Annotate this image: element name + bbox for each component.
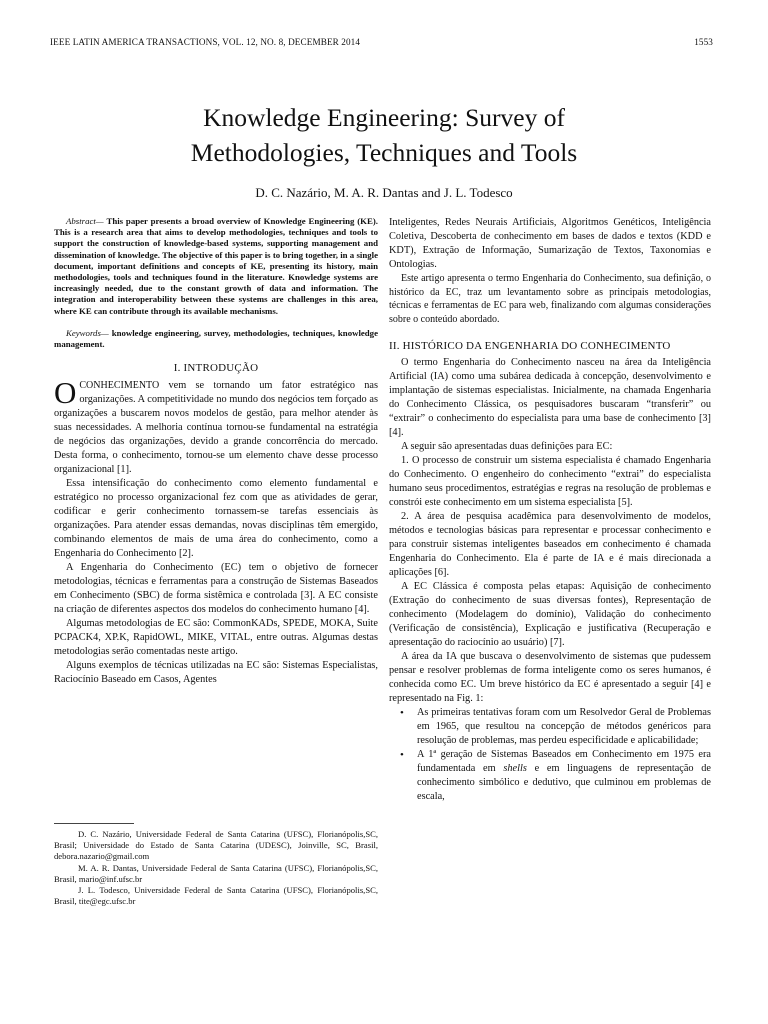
keywords-text: knowledge engineering, survey, methodologies, techniques, knowledge management. <box>54 327 378 350</box>
bullet-2-text-b: e em linguagens de representação de conhecimento simbólico e dedutivo, que culminou em problemas de escala, <box>417 763 712 803</box>
page-number: 1553 <box>694 37 713 47</box>
list-item <box>400 748 712 804</box>
list-item <box>400 706 711 748</box>
intro-paragraph-6: Este artigo apresenta o termo Engenharia do Conhecimento, sua definição, o histórico da EC, traz um levantamento sobre as principais metodologias, técnicas e ferramentas de EC para web, finalizando com algumas considerações sobre o conteúdo abordado. <box>389 273 711 325</box>
keywords-label: Keywords— <box>66 327 109 338</box>
bullet-icon: • <box>400 749 404 762</box>
left-column <box>54 216 378 687</box>
bullet-icon: • <box>400 707 404 720</box>
footnote-2: M. A. R. Dantas, Universidade Federal de Santa Catarina (UFSC), Florianópolis,SC, Brasil, mario@inf.ufsc.br <box>54 862 378 884</box>
intro-paragraph-5-continued: Inteligentes, Redes Neurais Artificiais, Algoritmos Genéticos, Inteligência Coletiva, Descoberta de conhecimento em bases de dados e textos (KDD e KDT), Extração de Informação, Sumarização de Textos, Taxonomias e Ontologias. <box>389 217 711 270</box>
history-paragraph-2: A seguir são apresentadas duas definições para EC: <box>401 441 613 453</box>
bullet-2-text-a: A 1ª geração de Sistemas Baseados em Conhecimento em 1975 era fundamentada em <box>417 749 711 775</box>
intro-paragraph-4: Algumas metodologias de EC são: CommonKADs, SPEDE, MOKA, Suite PCPACK4, XP.K, RapidOWL, MIKE, VITAL, entre outras. Algumas destas metodologias serão comentadas neste artigo. <box>54 618 378 658</box>
intro-paragraph-1 <box>54 375 378 477</box>
journal-name: IEEE LATIN AMERICA TRANSACTIONS, VOL. 12, NO. 8, DECEMBER 2014 <box>50 37 361 47</box>
drop-cap: O <box>54 375 77 411</box>
intro-paragraph-1-text: vem se tornando um fator estratégico nas organizações. A competitividade no mundo dos negócios tem forçado as organizações a buscarem novos modelos de gestão, para melhor atender às suas necessidades. A melhoria contínua tornou-se fundamental na estratégia de negócios das organizações, devido a grande concorrência do mercado. Desta forma, o conhecimento, tornou-se um elemento chave desse processo organizacional [1]. <box>54 380 378 476</box>
keywords <box>54 328 378 350</box>
first-word: CONHECIMENTO <box>79 380 160 392</box>
abstract-text: This paper presents a broad overview of Knowledge Engineering (KE). This is a research area that aims to develop methodologies, techniques and tools to support the construction of knowledge-based systems, supporting management and dissemination of knowledge. The objective of this paper is to bring together, in a single document, important definitions and concepts of KE, presenting its history, main methodologies, tools and techniques found in the literature. Knowledge systems are increasingly needed, due to the constant growth of data and information. The integration and interoperability between these systems are challenges in this area, where KE can contribute through its available mechanisms. <box>54 216 378 316</box>
definition-1: 1. O processo de construir um sistema especialista é chamado Engenharia do Conhecimento. O engenheiro do conhecimento “extrai” do especialista humano seus procedimentos, estratégias e regras na resolução de problemas e constrói este conhecimento em um sistema especialista [5]. <box>389 455 711 509</box>
title-line-2: Methodologies, Techniques and Tools <box>190 138 578 167</box>
paper-title <box>60 100 708 170</box>
intro-paragraph-2: Essa intensificação do conhecimento como elemento fundamental e estratégico no processo organizacional fez com que as atividades de gerar, codificar e gerir conhecimento tornassem-se tarefas essenciais às organizações. Para atender essas demandas, novas disciplinas têm emergido, combinando elementos de mais de uma área do conhecimento, como a Engenharia do Conhecimento [2]. <box>54 478 378 560</box>
intro-paragraph-3: A Engenharia do Conhecimento (EC) tem o objetivo de fornecer metodologias, técnicas e ferramentas para a construção de Sistemas Baseados em Conhecimento (SBC) de forma sistêmica e controlada [3]. A EC consiste na criação de diferentes aspectos dos modelos do conhecimento humano [4]. <box>54 562 378 616</box>
footnote-1: D. C. Nazário, Universidade Federal de Santa Catarina (UFSC), Florianópolis,SC, Brasil; Universidade do Estado de Santa Catarina (UDESC), Joinville, SC, Brasil, debora.nazario@gmail.com <box>54 829 378 862</box>
section-heading-introduction: I. INTRODUÇÃO <box>173 362 259 375</box>
abstract-label: Abstract— <box>66 216 104 226</box>
history-paragraph-3: A EC Clássica é composta pelas etapas: Aquisição de conhecimento (Extração do conhecimento de suas diversas fontes), Representação de conhecimento (Modelagem do domínio), Validação do conhecimento (Verificação de consistência), Explicação e justificativa (Recuperação e apresentação do raciocínio ao usuário) [7]. <box>389 581 711 649</box>
bullet-1-text: As primeiras tentativas foram com um Resolvedor Geral de Problemas em 1965, que resultou na concepção de métodos genéricos para resolução de problemas, mas perdeu especificidade e aplicabilidade; <box>417 707 711 747</box>
history-paragraph-4: A área da IA que buscava o desenvolvimento de sistemas que pudessem pensar e resolver problemas de forma inteligente como os seres humanos, é conhecida como EC. Um breve histórico da EC é apresentado a seguir [4] e representado na Fig. 1: <box>389 651 711 705</box>
running-head <box>50 37 713 51</box>
author-list: D. C. Nazário, M. A. R. Dantas and J. L. Todesco <box>255 185 513 200</box>
section-heading-history: II. HISTÓRICO DA ENGENHARIA DO CONHECIMENTO <box>389 340 671 353</box>
history-paragraph-1: O termo Engenharia do Conhecimento nasceu na área da Inteligência Artificial (IA) como uma subárea dedicada à concepção, desenvolvimento e implantação de sistemas especialistas. Inicialmente, na chamada Engenharia do Conhecimento Clássica, os pesquisadores buscaram “transferir” ou “extrair” o conhecimento do especialista para uma base de conhecimento [3] [4]. <box>389 357 711 439</box>
history-bullet-list <box>389 706 711 804</box>
author-footnotes <box>54 829 378 907</box>
title-line-1: Knowledge Engineering: Survey of <box>203 103 565 132</box>
right-column <box>389 216 711 804</box>
abstract <box>54 216 378 317</box>
footnote-3: J. L. Todesco, Universidade Federal de Santa Catarina (UFSC), Florianópolis,SC, Brasil, tite@egc.ufsc.br <box>54 885 378 907</box>
footnote-divider <box>54 823 134 824</box>
intro-paragraph-5: Alguns exemplos de técnicas utilizadas na EC são: Sistemas Especialistas, Raciocínio Baseado em Casos, Agentes <box>54 660 378 686</box>
bullet-2-emphasis: shells <box>503 763 527 775</box>
definition-2: 2. A área de pesquisa acadêmica para desenvolvimento de modelos, métodos e tecnologias básicas para representar e processar conhecimento e para construir sistemas inteligentes baseados em conhecimento é chamada Engenharia do Conhecimento. Ela é parte de IA e é mais direcionada a aplicações [6]. <box>389 511 711 579</box>
